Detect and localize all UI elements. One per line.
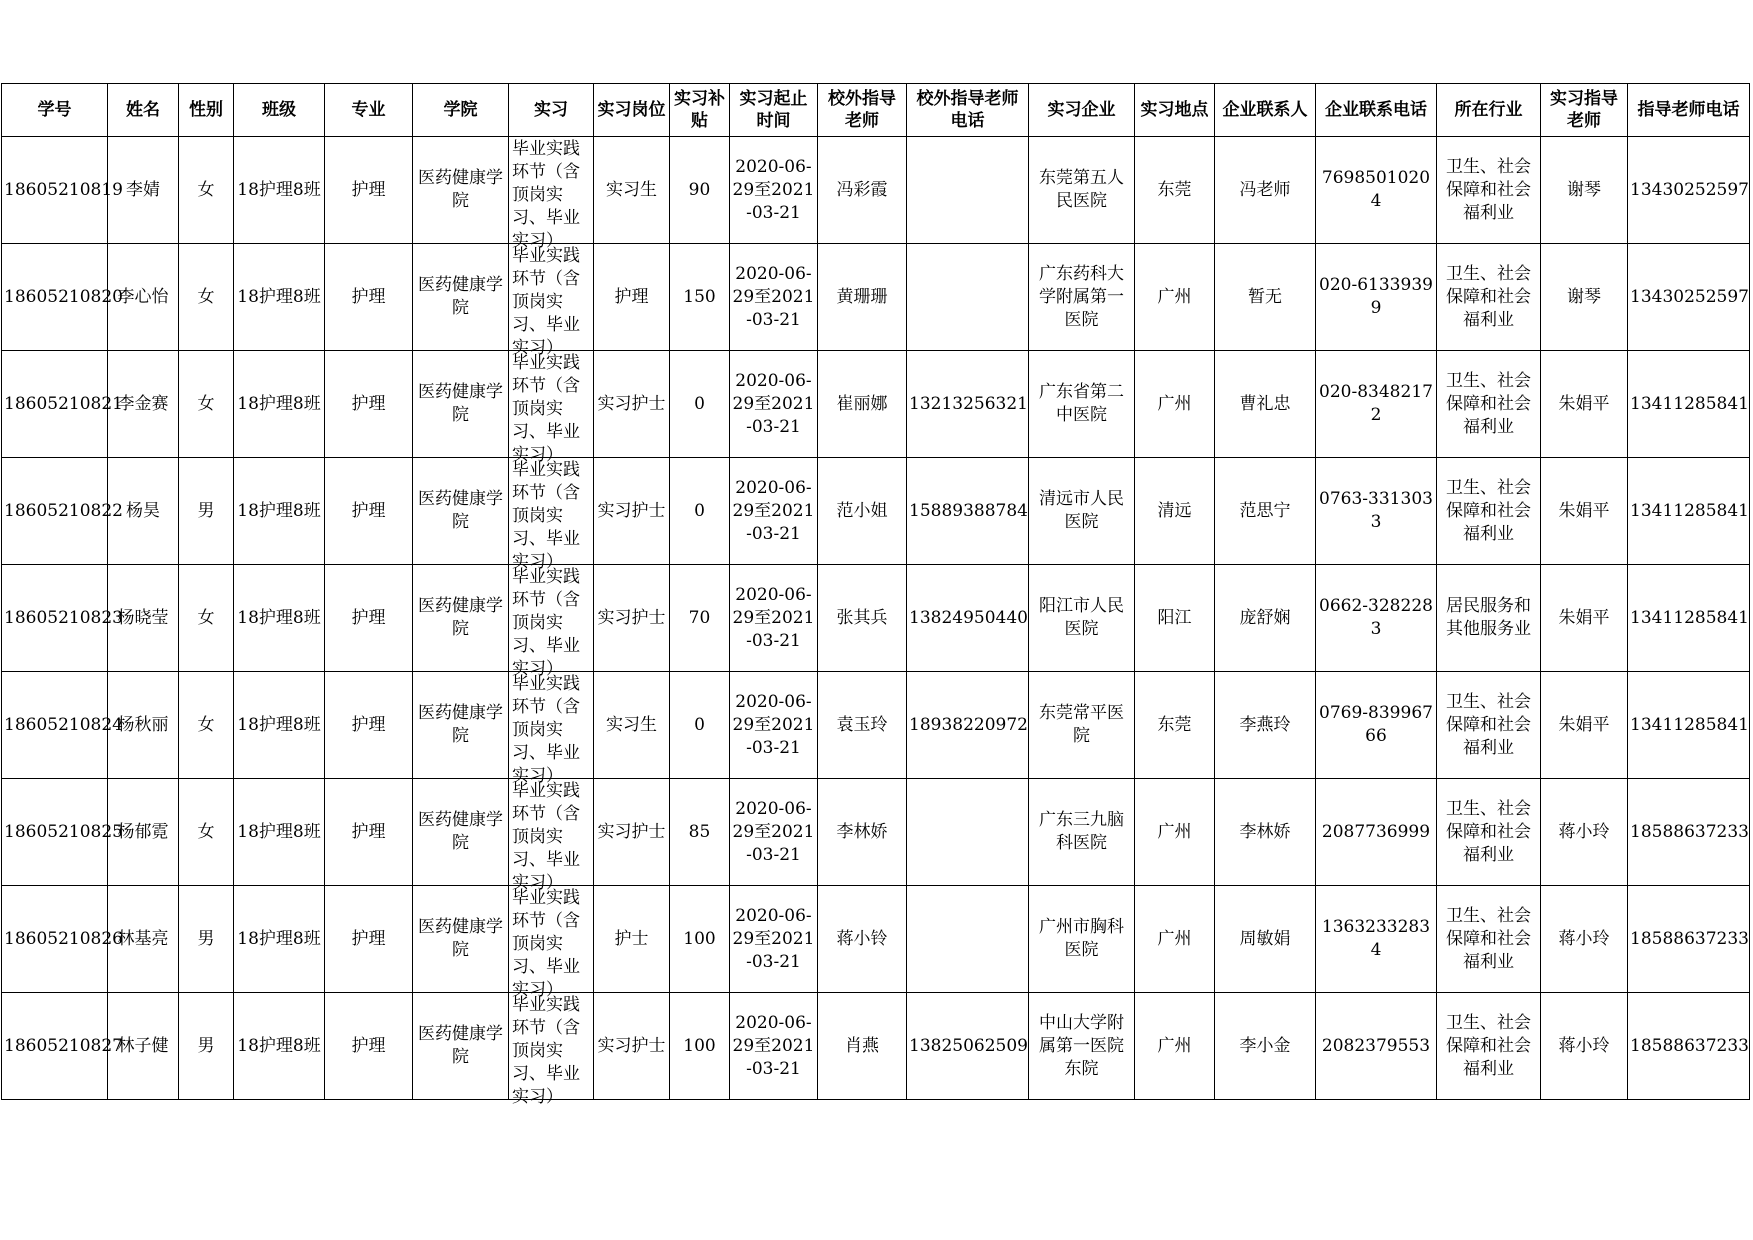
cell-gender: 女 <box>179 351 234 458</box>
cell-student-id: 18605210825 <box>2 779 108 886</box>
cell-position: 实习生 <box>594 137 670 244</box>
cell-internship <box>509 993 594 1107</box>
header-internship: 实习 <box>509 84 594 137</box>
cell-internship-text: 毕业实践环节（含顶岗实习、毕业实习） <box>512 567 580 679</box>
cell-student-id: 18605210824 <box>2 672 108 779</box>
cell-advisor: 朱娟平 <box>1541 565 1628 672</box>
cell-company-phone: 2087736999 <box>1316 779 1437 886</box>
header-name: 姓名 <box>108 84 179 137</box>
cell-period: 2020-06-29至2021-03-21 <box>730 565 818 672</box>
cell-allowance: 70 <box>670 565 730 672</box>
cell-name: 杨秋丽 <box>108 672 179 779</box>
cell-company-phone: 0769-83996766 <box>1316 672 1437 779</box>
cell-advisor: 谢琴 <box>1541 137 1628 244</box>
cell-college: 医药健康学院 <box>413 244 509 351</box>
cell-major: 护理 <box>325 458 413 565</box>
header-advisor-phone: 指导老师电话 <box>1628 84 1750 137</box>
cell-allowance: 0 <box>670 458 730 565</box>
cell-company-contact: 曹礼忠 <box>1215 351 1316 458</box>
cell-advisor-phone: 13411285841 <box>1628 351 1750 458</box>
table-row <box>2 779 1750 886</box>
cell-advisor: 朱娟平 <box>1541 672 1628 779</box>
cell-external-advisor: 袁玉玲 <box>818 672 907 779</box>
cell-internship <box>509 351 594 465</box>
cell-company-phone: 13632332834 <box>1316 886 1437 993</box>
cell-allowance: 90 <box>670 137 730 244</box>
cell-company-phone: 020-61339399 <box>1316 244 1437 351</box>
cell-internship-text: 毕业实践环节（含顶岗实习、毕业实习） <box>512 460 580 572</box>
cell-internship <box>509 565 594 679</box>
cell-advisor-phone: 18588637233 <box>1628 886 1750 993</box>
cell-allowance: 0 <box>670 351 730 458</box>
cell-position: 实习护士 <box>594 458 670 565</box>
cell-company-contact: 李林娇 <box>1215 779 1316 886</box>
cell-external-advisor-phone <box>907 779 1029 886</box>
cell-name: 李婧 <box>108 137 179 244</box>
cell-external-advisor-phone: 13825062509 <box>907 993 1029 1100</box>
cell-external-advisor-phone <box>907 244 1029 351</box>
cell-company-contact: 庞舒娴 <box>1215 565 1316 672</box>
cell-industry: 卫生、社会保障和社会福利业 <box>1437 137 1541 244</box>
cell-gender: 女 <box>179 672 234 779</box>
cell-company-phone: 76985010204 <box>1316 137 1437 244</box>
header-row <box>2 84 1750 137</box>
cell-college: 医药健康学院 <box>413 458 509 565</box>
header-period: 实习起止时间 <box>730 84 818 137</box>
cell-external-advisor-phone: 18938220972 <box>907 672 1029 779</box>
cell-company-contact: 周敏娟 <box>1215 886 1316 993</box>
table-row <box>2 351 1750 458</box>
cell-company-contact: 暂无 <box>1215 244 1316 351</box>
header-gender: 性别 <box>179 84 234 137</box>
cell-location: 广州 <box>1135 993 1215 1100</box>
cell-advisor-phone: 13411285841 <box>1628 458 1750 565</box>
cell-class: 18护理8班 <box>234 244 325 351</box>
cell-class: 18护理8班 <box>234 779 325 886</box>
cell-external-advisor: 蒋小铃 <box>818 886 907 993</box>
cell-class: 18护理8班 <box>234 993 325 1100</box>
header-advisor: 实习指导老师 <box>1541 84 1628 137</box>
cell-internship <box>509 886 594 1000</box>
table-header <box>2 84 1750 137</box>
cell-class: 18护理8班 <box>234 351 325 458</box>
cell-student-id: 18605210821 <box>2 351 108 458</box>
cell-internship-text: 毕业实践环节（含顶岗实习、毕业实习） <box>512 781 580 893</box>
cell-advisor-phone: 13430252597 <box>1628 137 1750 244</box>
cell-period: 2020-06-29至2021-03-21 <box>730 779 818 886</box>
cell-student-id: 18605210819 <box>2 137 108 244</box>
cell-advisor-phone: 13411285841 <box>1628 672 1750 779</box>
cell-external-advisor-phone <box>907 137 1029 244</box>
cell-external-advisor: 崔丽娜 <box>818 351 907 458</box>
cell-company: 广东省第二中医院 <box>1029 351 1135 458</box>
header-company-phone: 企业联系电话 <box>1316 84 1437 137</box>
cell-company: 东莞第五人民医院 <box>1029 137 1135 244</box>
cell-external-advisor-phone: 13824950440 <box>907 565 1029 672</box>
cell-college: 医药健康学院 <box>413 993 509 1100</box>
cell-company-phone: 020-83482172 <box>1316 351 1437 458</box>
cell-period: 2020-06-29至2021-03-21 <box>730 993 818 1100</box>
cell-industry: 卫生、社会保障和社会福利业 <box>1437 351 1541 458</box>
cell-position: 实习生 <box>594 672 670 779</box>
header-company-contact: 企业联系人 <box>1215 84 1316 137</box>
cell-allowance: 100 <box>670 993 730 1100</box>
cell-gender: 男 <box>179 993 234 1100</box>
table-row <box>2 458 1750 565</box>
cell-internship-text: 毕业实践环节（含顶岗实习、毕业实习） <box>512 888 580 1000</box>
cell-external-advisor-phone <box>907 886 1029 993</box>
cell-position: 实习护士 <box>594 565 670 672</box>
cell-location: 广州 <box>1135 886 1215 993</box>
cell-advisor: 蒋小玲 <box>1541 993 1628 1100</box>
cell-position: 护士 <box>594 886 670 993</box>
header-industry: 所在行业 <box>1437 84 1541 137</box>
cell-internship <box>509 137 594 251</box>
cell-allowance: 0 <box>670 672 730 779</box>
cell-class: 18护理8班 <box>234 886 325 993</box>
table-row <box>2 565 1750 672</box>
cell-company-phone: 2082379553 <box>1316 993 1437 1100</box>
cell-gender: 男 <box>179 458 234 565</box>
cell-location: 东莞 <box>1135 672 1215 779</box>
cell-company-phone: 0763-3313033 <box>1316 458 1437 565</box>
header-external-advisor-phone: 校外指导老师电话 <box>907 84 1029 137</box>
cell-company-phone: 0662-3282283 <box>1316 565 1437 672</box>
table-row <box>2 137 1750 244</box>
cell-external-advisor-phone: 15889388784 <box>907 458 1029 565</box>
cell-period: 2020-06-29至2021-03-21 <box>730 672 818 779</box>
cell-college: 医药健康学院 <box>413 779 509 886</box>
cell-company: 东莞常平医院 <box>1029 672 1135 779</box>
header-position: 实习岗位 <box>594 84 670 137</box>
cell-period: 2020-06-29至2021-03-21 <box>730 351 818 458</box>
cell-class: 18护理8班 <box>234 672 325 779</box>
cell-major: 护理 <box>325 565 413 672</box>
cell-location: 广州 <box>1135 244 1215 351</box>
cell-internship-text: 毕业实践环节（含顶岗实习、毕业实习） <box>512 674 580 786</box>
cell-industry: 卫生、社会保障和社会福利业 <box>1437 779 1541 886</box>
cell-period: 2020-06-29至2021-03-21 <box>730 458 818 565</box>
cell-class: 18护理8班 <box>234 137 325 244</box>
cell-internship <box>509 672 594 786</box>
cell-external-advisor: 范小姐 <box>818 458 907 565</box>
cell-location: 清远 <box>1135 458 1215 565</box>
header-major: 专业 <box>325 84 413 137</box>
cell-company: 广东三九脑科医院 <box>1029 779 1135 886</box>
cell-name: 杨晓莹 <box>108 565 179 672</box>
cell-gender: 女 <box>179 565 234 672</box>
cell-advisor: 朱娟平 <box>1541 458 1628 565</box>
cell-advisor: 朱娟平 <box>1541 351 1628 458</box>
cell-company: 清远市人民医院 <box>1029 458 1135 565</box>
cell-major: 护理 <box>325 351 413 458</box>
cell-internship <box>509 244 594 358</box>
cell-major: 护理 <box>325 779 413 886</box>
cell-gender: 女 <box>179 137 234 244</box>
cell-college: 医药健康学院 <box>413 886 509 993</box>
cell-internship <box>509 779 594 893</box>
cell-student-id: 18605210823 <box>2 565 108 672</box>
cell-external-advisor: 李林娇 <box>818 779 907 886</box>
cell-class: 18护理8班 <box>234 565 325 672</box>
cell-period: 2020-06-29至2021-03-21 <box>730 137 818 244</box>
cell-internship <box>509 458 594 572</box>
cell-student-id: 18605210826 <box>2 886 108 993</box>
header-college: 学院 <box>413 84 509 137</box>
cell-gender: 男 <box>179 886 234 993</box>
cell-company-contact: 李燕玲 <box>1215 672 1316 779</box>
cell-company: 阳江市人民医院 <box>1029 565 1135 672</box>
cell-position: 实习护士 <box>594 993 670 1100</box>
cell-major: 护理 <box>325 137 413 244</box>
cell-internship-text: 毕业实践环节（含顶岗实习、毕业实习） <box>512 139 580 251</box>
cell-external-advisor: 黄珊珊 <box>818 244 907 351</box>
cell-college: 医药健康学院 <box>413 565 509 672</box>
cell-external-advisor: 肖燕 <box>818 993 907 1100</box>
cell-industry: 卫生、社会保障和社会福利业 <box>1437 993 1541 1100</box>
cell-college: 医药健康学院 <box>413 351 509 458</box>
header-external-advisor: 校外指导老师 <box>818 84 907 137</box>
cell-company-contact: 冯老师 <box>1215 137 1316 244</box>
cell-company-contact: 范思宁 <box>1215 458 1316 565</box>
header-location: 实习地点 <box>1135 84 1215 137</box>
cell-name: 杨昊 <box>108 458 179 565</box>
cell-allowance: 85 <box>670 779 730 886</box>
table-row <box>2 993 1750 1100</box>
cell-internship-text: 毕业实践环节（含顶岗实习、毕业实习） <box>512 246 580 358</box>
internship-table <box>1 83 1750 1107</box>
cell-location: 广州 <box>1135 351 1215 458</box>
cell-major: 护理 <box>325 886 413 993</box>
cell-position: 实习护士 <box>594 779 670 886</box>
cell-period: 2020-06-29至2021-03-21 <box>730 886 818 993</box>
cell-gender: 女 <box>179 244 234 351</box>
cell-major: 护理 <box>325 244 413 351</box>
cell-position: 护理 <box>594 244 670 351</box>
table-row <box>2 672 1750 779</box>
cell-allowance: 150 <box>670 244 730 351</box>
table-row <box>2 244 1750 351</box>
cell-location: 广州 <box>1135 779 1215 886</box>
cell-student-id: 18605210820 <box>2 244 108 351</box>
cell-gender: 女 <box>179 779 234 886</box>
cell-industry: 居民服务和其他服务业 <box>1437 565 1541 672</box>
cell-period: 2020-06-29至2021-03-21 <box>730 244 818 351</box>
cell-industry: 卫生、社会保障和社会福利业 <box>1437 886 1541 993</box>
cell-name: 林基亮 <box>108 886 179 993</box>
cell-external-advisor-phone: 13213256321 <box>907 351 1029 458</box>
cell-location: 东莞 <box>1135 137 1215 244</box>
header-allowance: 实习补贴 <box>670 84 730 137</box>
cell-external-advisor: 冯彩霞 <box>818 137 907 244</box>
cell-advisor: 谢琴 <box>1541 244 1628 351</box>
cell-advisor-phone: 18588637233 <box>1628 993 1750 1100</box>
cell-industry: 卫生、社会保障和社会福利业 <box>1437 458 1541 565</box>
table-body <box>2 137 1750 1107</box>
cell-advisor: 蒋小玲 <box>1541 886 1628 993</box>
cell-allowance: 100 <box>670 886 730 993</box>
cell-company: 广州市胸科医院 <box>1029 886 1135 993</box>
cell-position: 实习护士 <box>594 351 670 458</box>
cell-college: 医药健康学院 <box>413 137 509 244</box>
cell-name: 李心怡 <box>108 244 179 351</box>
cell-company-contact: 李小金 <box>1215 993 1316 1100</box>
cell-major: 护理 <box>325 672 413 779</box>
cell-company: 广东药科大学附属第一医院 <box>1029 244 1135 351</box>
cell-name: 杨郁霓 <box>108 779 179 886</box>
cell-college: 医药健康学院 <box>413 672 509 779</box>
cell-class: 18护理8班 <box>234 458 325 565</box>
cell-external-advisor: 张其兵 <box>818 565 907 672</box>
cell-industry: 卫生、社会保障和社会福利业 <box>1437 672 1541 779</box>
cell-location: 阳江 <box>1135 565 1215 672</box>
cell-company: 中山大学附属第一医院东院 <box>1029 993 1135 1100</box>
cell-student-id: 18605210822 <box>2 458 108 565</box>
cell-advisor-phone: 13430252597 <box>1628 244 1750 351</box>
cell-major: 护理 <box>325 993 413 1100</box>
cell-internship-text: 毕业实践环节（含顶岗实习、毕业实习） <box>512 995 580 1107</box>
cell-name: 李金赛 <box>108 351 179 458</box>
cell-advisor-phone: 18588637233 <box>1628 779 1750 886</box>
cell-student-id: 18605210827 <box>2 993 108 1100</box>
cell-advisor-phone: 13411285841 <box>1628 565 1750 672</box>
cell-name: 林子健 <box>108 993 179 1100</box>
cell-internship-text: 毕业实践环节（含顶岗实习、毕业实习） <box>512 353 580 465</box>
table-row <box>2 886 1750 993</box>
header-class: 班级 <box>234 84 325 137</box>
header-company: 实习企业 <box>1029 84 1135 137</box>
cell-industry: 卫生、社会保障和社会福利业 <box>1437 244 1541 351</box>
cell-advisor: 蒋小玲 <box>1541 779 1628 886</box>
header-student-id: 学号 <box>2 84 108 137</box>
